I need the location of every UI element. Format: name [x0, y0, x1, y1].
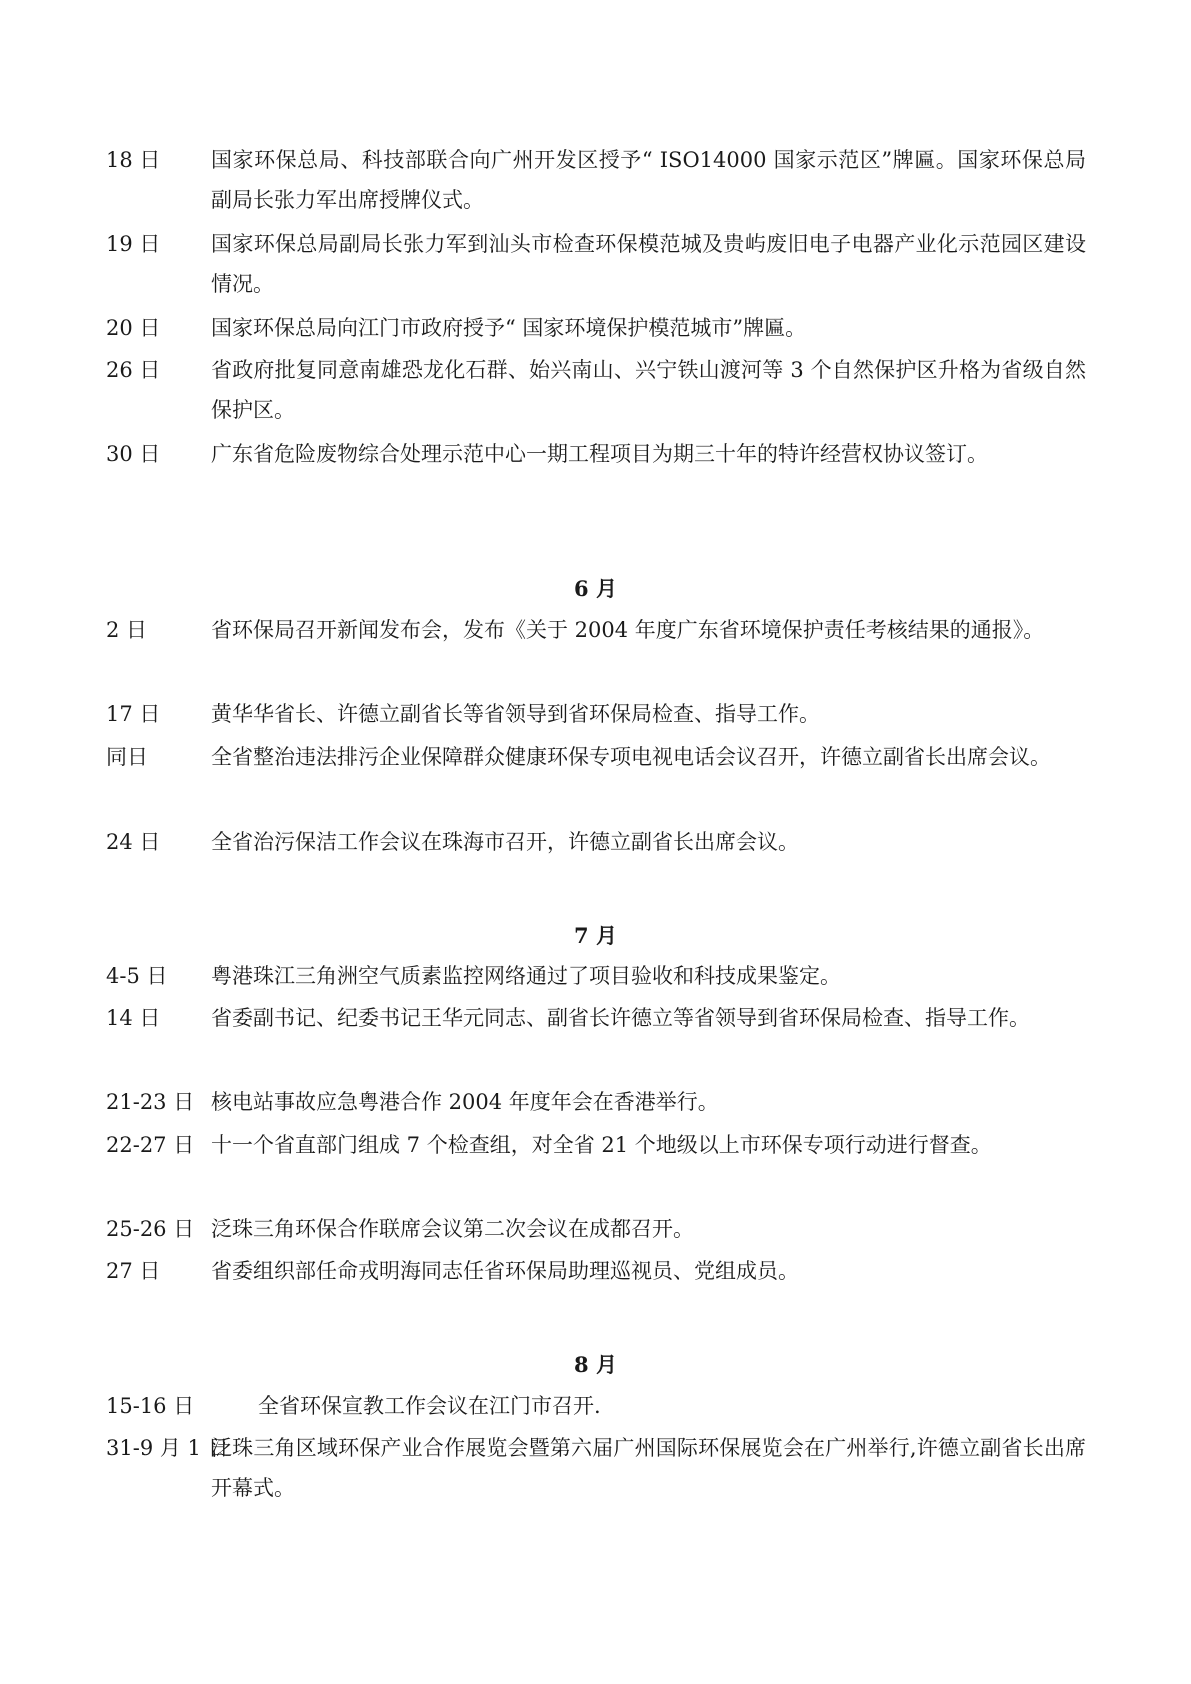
entry-text: 省政府批复同意南雄恐龙化石群、始兴南山、兴宁铁山渡河等 3 个自然保护区升格为省级自然保护区。 — [211, 358, 1086, 422]
entry-text: 省环保局召开新闻发布会，发布《关于 2004 年度广东省环境保护责任考核结果的通报》。 — [211, 618, 1045, 642]
list-item — [106, 1251, 1086, 1291]
entry-date: 14 日 — [106, 1006, 161, 1030]
entry-date: 4-5 日 — [106, 964, 168, 988]
entry-text: 省委副书记、纪委书记王华元同志、副省长许德立等省领导到省环保局检查、指导工作。 — [211, 1006, 1030, 1030]
list-item — [106, 737, 1086, 777]
entry-text: 核电站事故应急粤港合作 2004 年度年会在香港举行。 — [211, 1090, 719, 1114]
list-item — [106, 822, 1086, 862]
list-item — [106, 694, 1086, 734]
entry-text: 广东省危险废物综合处理示范中心一期工程项目为期三十年的特许经营权协议签订。 — [211, 442, 988, 466]
entry-text: 全省环保宣教工作会议在江门市召开. — [258, 1394, 601, 1418]
entry-date: 27 日 — [106, 1259, 161, 1283]
entry-text: 国家环保总局、科技部联合向广州开发区授予“ ISO14000 国家示范区”牌匾。国家环保总局副局长张力军出席授牌仪式。 — [211, 148, 1086, 212]
entry-text: 全省治污保洁工作会议在珠海市召开，许德立副省长出席会议。 — [211, 830, 799, 854]
entry-text: 黄华华省长、许德立副省长等省领导到省环保局检查、指导工作。 — [211, 702, 820, 726]
list-item — [106, 140, 1086, 220]
list-item — [106, 1209, 1086, 1249]
entry-text: 国家环保总局副局长张力军到汕头市检查环保模范城及贵屿废旧电子电器产业化示范园区建设情况。 — [211, 232, 1086, 296]
entry-date: 21-23 日 — [106, 1090, 195, 1114]
entry-date: 20 日 — [106, 316, 161, 340]
month-heading-july: 7 月 — [574, 923, 617, 948]
entry-text: 省委组织部任命戎明海同志任省环保局助理巡视员、党组成员。 — [211, 1259, 799, 1283]
entry-text: 粤港珠江三角洲空气质素监控网络通过了项目验收和科技成果鉴定。 — [211, 964, 841, 988]
entry-text: 全省整治违法排污企业保障群众健康环保专项电视电话会议召开，许德立副省长出席会议。 — [211, 745, 1051, 769]
list-item — [106, 308, 1086, 348]
list-item — [106, 350, 1086, 430]
list-item — [106, 434, 1086, 474]
entry-text: 十一个省直部门组成 7 个检查组，对全省 21 个地级以上市环保专项行动进行督查。 — [211, 1133, 992, 1157]
entry-text: 泛珠三角环保合作联席会议第二次会议在成都召开。 — [211, 1217, 694, 1241]
entry-date: 25-26 日 — [106, 1217, 195, 1241]
list-item — [106, 1125, 1086, 1165]
month-heading-august: 8 月 — [574, 1352, 617, 1377]
entry-date: 18 日 — [106, 148, 161, 172]
list-item — [106, 1386, 1086, 1426]
entry-date: 17 日 — [106, 702, 161, 726]
list-item — [106, 224, 1086, 304]
entry-date: 2 日 — [106, 618, 148, 642]
entry-date: 24 日 — [106, 830, 161, 854]
list-item — [106, 998, 1086, 1038]
entry-date: 19 日 — [106, 232, 161, 256]
list-item — [106, 1082, 1086, 1122]
list-item — [106, 956, 1086, 996]
month-heading-june: 6 月 — [574, 576, 617, 601]
entry-date: 15-16 日 — [106, 1394, 195, 1418]
entry-date: 26 日 — [106, 358, 161, 382]
entry-date: 同日 — [106, 745, 148, 769]
entry-date: 22-27 日 — [106, 1133, 195, 1157]
entry-date: 30 日 — [106, 442, 161, 466]
entry-text: 国家环保总局向江门市政府授予“ 国家环境保护模范城市”牌匾。 — [211, 316, 807, 340]
entry-text: 泛珠三角区域环保产业合作展览会暨第六届广州国际环保展览会在广州举行,许德立副省长出席开幕式。 — [211, 1436, 1086, 1500]
list-item — [106, 610, 1086, 650]
entry-date: 31-9 月 1 日 — [106, 1436, 229, 1460]
list-item — [106, 1428, 1086, 1508]
